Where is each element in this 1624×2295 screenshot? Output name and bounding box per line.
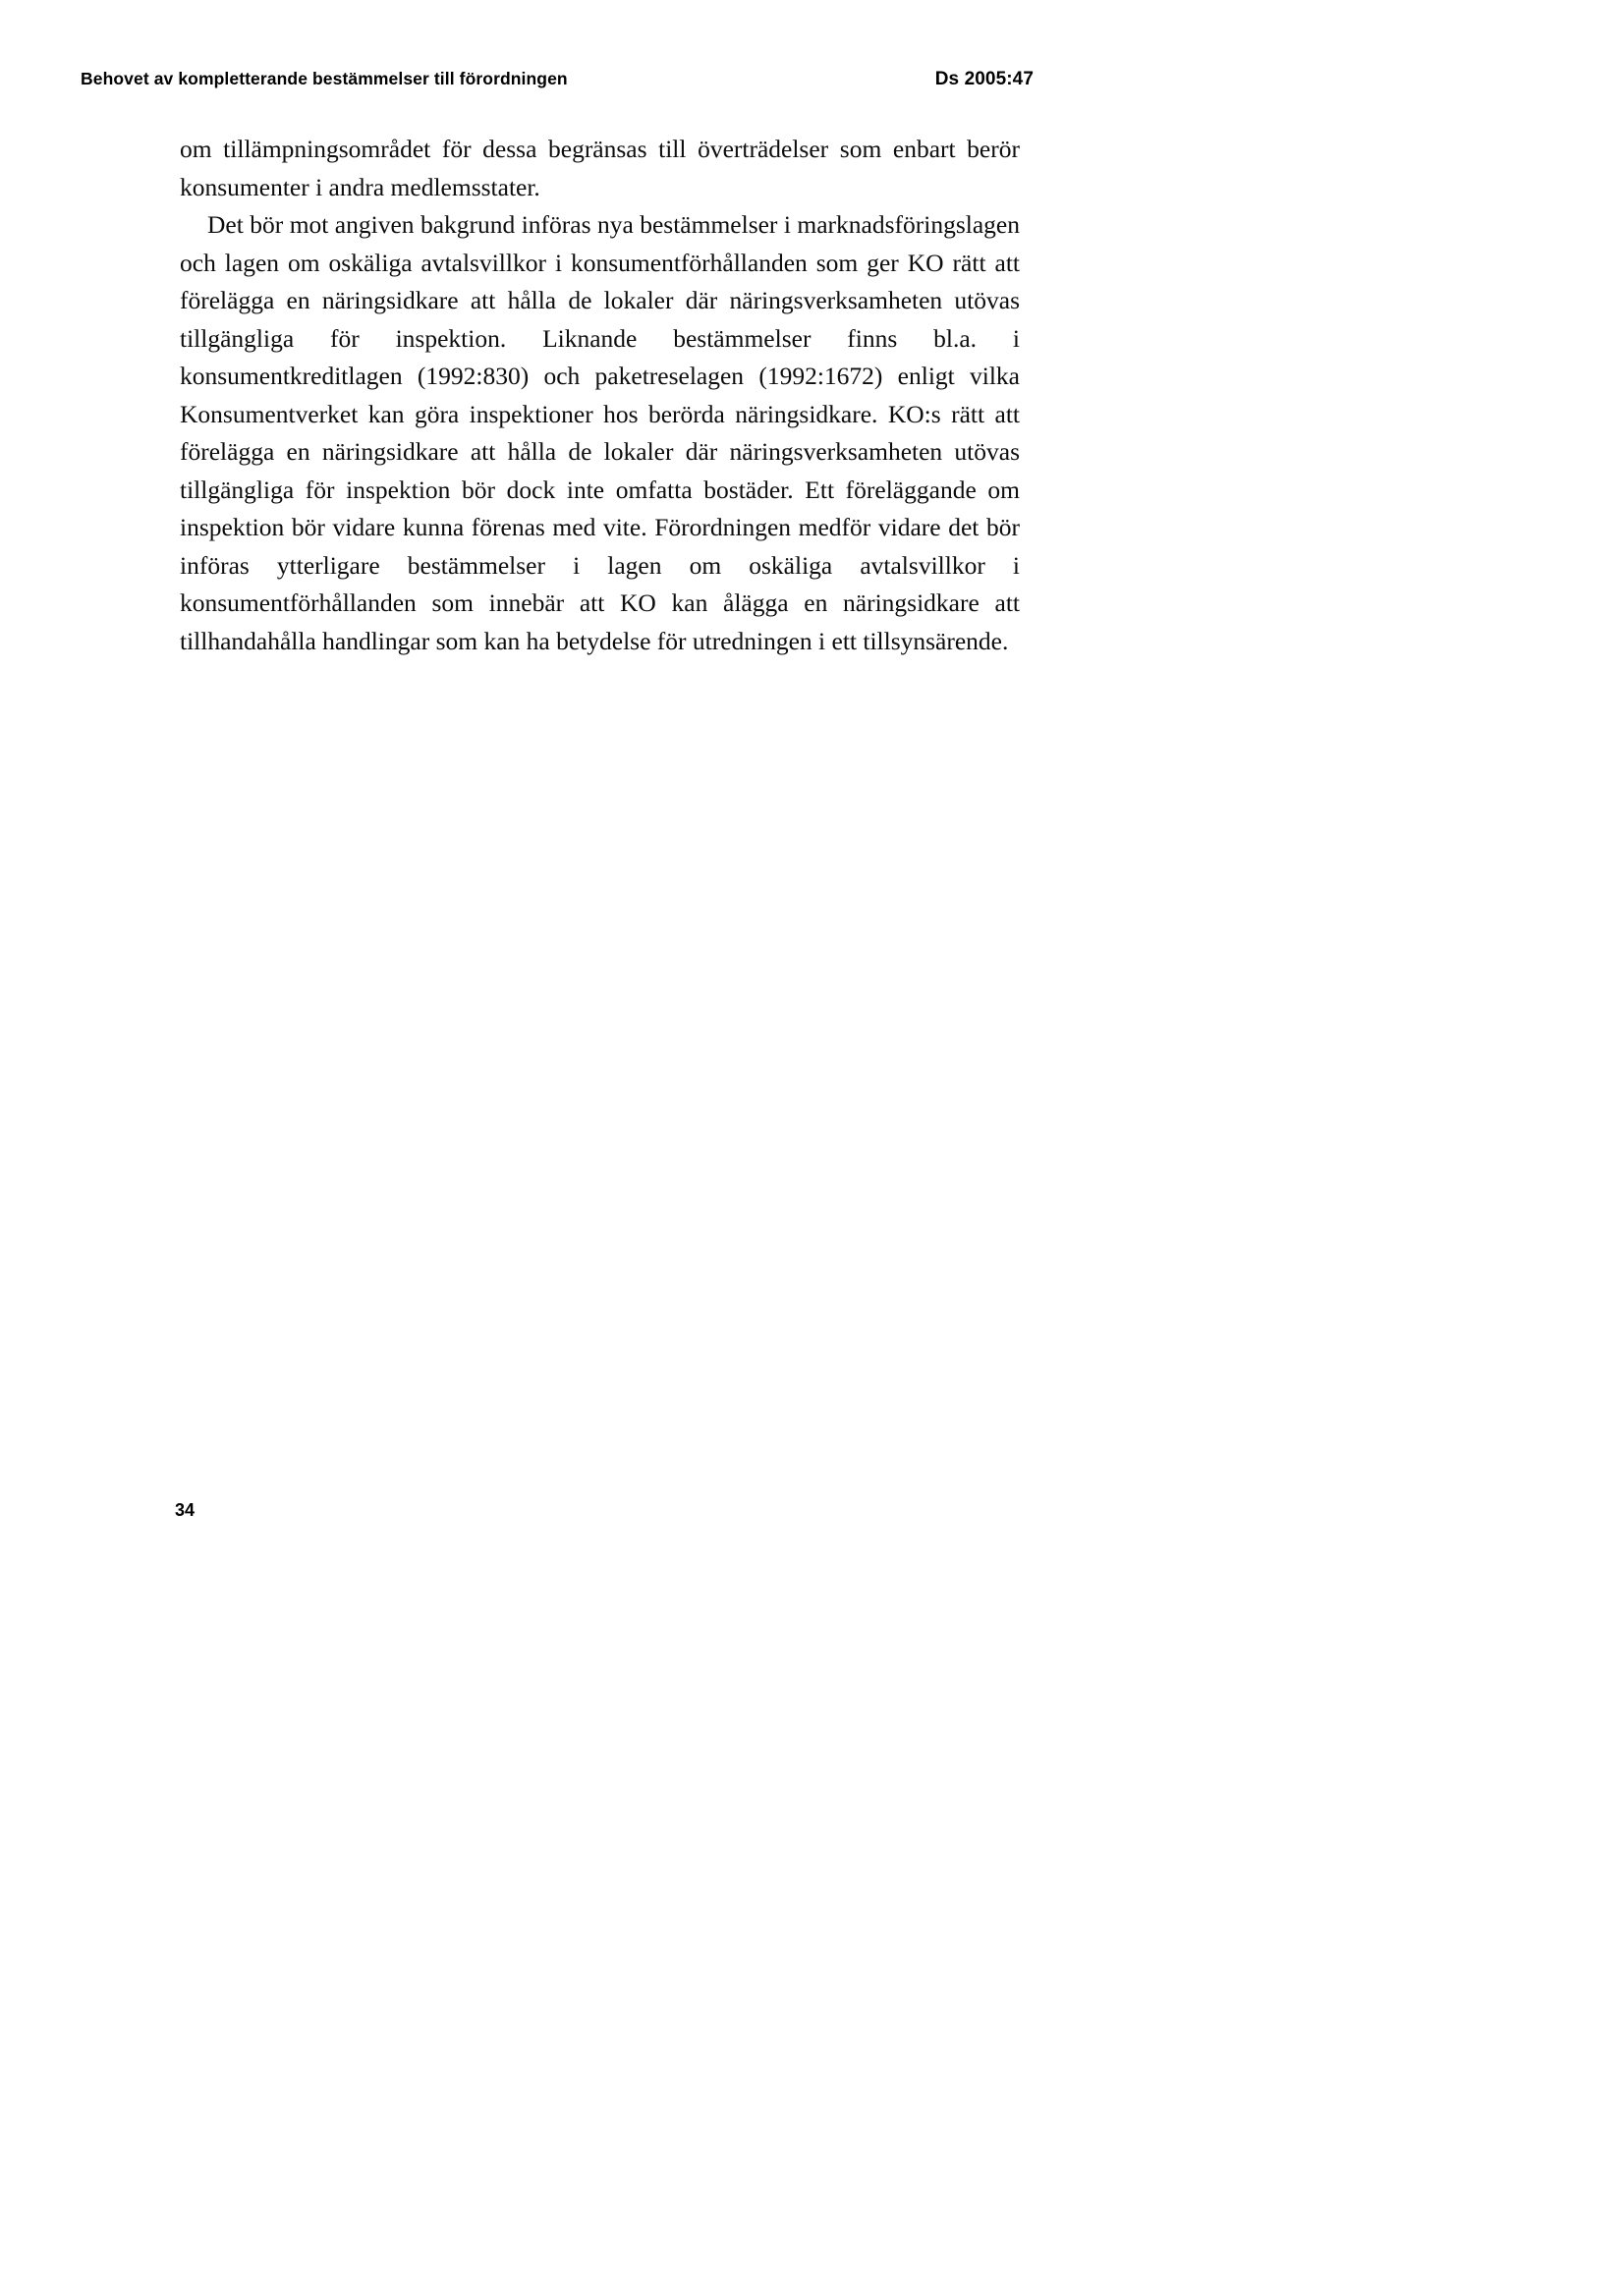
body-text [180, 131, 1020, 660]
page-number: 34 [175, 1500, 196, 1520]
paragraph: Det bör mot angiven bakgrund införas nya bestämmelser i marknadsföringslagen och lagen om oskäliga avtalsvillkor i konsumentförhållanden som ger KO rätt att förelägga en näringsidkare att hålla de lokaler där näringsverksamheten utövas tillgängliga för inspektion. Liknande bestämmelser finns bl.a. i konsumentkreditlagen (1992:830) och paketreselagen (1992:1672) enligt vilka Konsumentverket kan göra inspektioner hos berörda näringsidkare. KO:s rätt att förelägga en näringsidkare att hålla de lokaler där näringsverksamheten utövas tillgängliga för inspektion bör dock inte omfatta bostäder. Ett föreläggande om inspektion bör vidare kunna förenas med vite. Förordningen medför vidare det bör införas ytterligare bestämmelser i lagen om oskäliga avtalsvillkor i konsumentförhållanden som innebär att KO kan ålägga en näringsidkare att tillhandahålla handlingar som kan ha betydelse för utredningen i ett tillsynsärende. [180, 210, 1020, 655]
page-header [81, 69, 1544, 90]
running-title: Behovet av kompletterande bestämmelser till förordningen [81, 69, 568, 88]
document-id: Ds 2005:47 [934, 69, 1034, 89]
paragraph: om tillämpningsområdet för dessa begränsas till överträdelser som enbart berör konsumenter i andra medlemsstater. [180, 135, 1020, 201]
